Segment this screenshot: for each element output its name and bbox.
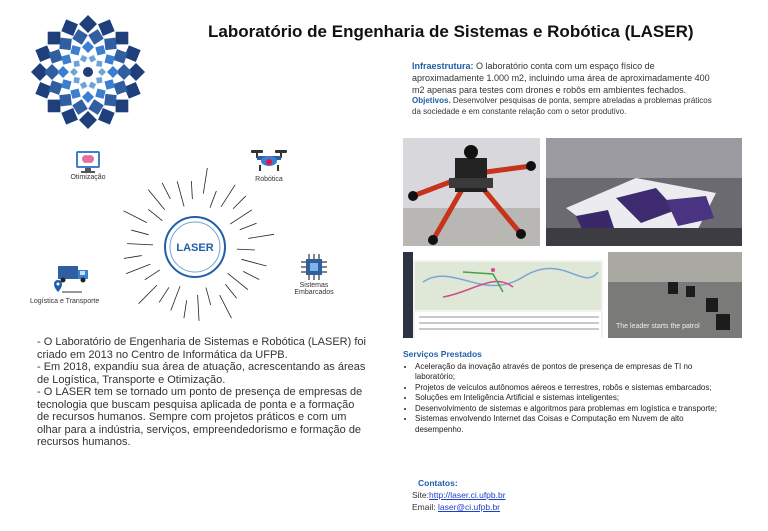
site-label: Site: <box>412 490 430 500</box>
node-otimizacao <box>68 150 108 181</box>
obj-text: Desenvolver pesquisas de ponta, sempre atreladas a problemas práticos da sociedade e em constante relação com o setor produtivo. <box>412 96 712 116</box>
ray-line <box>233 196 246 209</box>
node-label: Sistemas Embarcados <box>294 282 334 296</box>
ray-line <box>225 284 236 298</box>
robots-photo <box>546 138 742 246</box>
node-embarcados <box>284 252 344 296</box>
node-label: Otimização <box>70 174 106 181</box>
logo-petal <box>70 68 78 76</box>
ray-line <box>184 300 187 318</box>
logo-petal <box>87 54 97 64</box>
ray-line <box>237 249 255 250</box>
ray-line <box>148 190 164 210</box>
laser-logo <box>30 14 146 130</box>
ray-line <box>241 259 266 266</box>
ray-line <box>221 185 235 207</box>
node-robotica <box>244 146 294 183</box>
photo-caption: The leader starts the patrol <box>616 323 700 330</box>
logo-petal <box>107 66 119 78</box>
infra-text: O laboratório conta com um espaço físico de aproximadamente 1.000 m2, incluindo uma área de aproximadamente 400 m2 apenas para testes com drones e robôs em ambientes fechados. <box>412 61 710 95</box>
node-label: Logística e Transporte <box>30 298 100 305</box>
intro-paragraph: - Em 2018, expandiu sua área de atuação, acrescentando as áreas de Logística, Transporte e Otimização. <box>37 361 366 386</box>
info-block <box>412 60 712 117</box>
list-item: • Sistemas envolvendo Internet das Coisas e Computação em Nuvem de alto desempenho. <box>415 414 723 435</box>
ray-line <box>162 183 170 199</box>
email-link[interactable]: laser@ci.ufpb.br <box>438 502 501 512</box>
ray-line <box>139 285 157 303</box>
truck-icon <box>48 262 94 298</box>
list-item: • Projetos de veículos autônomos aéreos e terrestres, robôs e sistemas embarcados; <box>415 383 723 394</box>
ray-line <box>203 168 207 194</box>
ray-line <box>240 223 257 229</box>
ray-line <box>230 210 252 224</box>
ray-line <box>177 181 184 206</box>
ray-line <box>124 211 147 223</box>
logo-petal <box>79 111 97 129</box>
page-title: Laboratório de Engenharia de Sistemas e Robótica (LASER) <box>208 22 694 41</box>
patrol-robots-photo <box>608 252 742 338</box>
logo-petal <box>57 66 69 78</box>
ray-line <box>159 287 169 302</box>
logo-petal <box>98 68 106 76</box>
ray-line <box>198 295 199 321</box>
logo-petal <box>82 91 94 103</box>
ray-line <box>220 295 232 318</box>
logo-petal <box>82 41 94 53</box>
list-item: • Aceleração da inovação através de pontos de presença de empresas de TI no laboratório; <box>415 362 723 383</box>
logo-center <box>83 67 93 77</box>
email-label: Email: <box>412 502 436 512</box>
brain-monitor-icon <box>75 150 101 174</box>
ray-line <box>148 209 162 220</box>
logo-petal <box>79 80 89 90</box>
drone-photo <box>403 138 540 246</box>
intro-paragraph: - O LASER tem se tornado um ponto de presença de empresas de tecnologia que buscam pesquisa aplicada de ponta e a formação de recursos humanos. Sempre com projetos práticos e com um olhar para a indústria, serviços, empreendedorismo e formação de recursos humanos. <box>37 386 363 448</box>
ray-line <box>127 244 153 245</box>
list-item: • Desenvolvimento de sistemas e algoritmos para problemas em logística e transporte; <box>415 404 723 415</box>
logo-petal <box>79 54 89 64</box>
intro-paragraph: - O Laboratório de Engenharia de Sistemas e Robótica (LASER) foi criado em 2013 no Centro de Informática da UFPB. <box>37 336 366 361</box>
ray-line <box>171 286 180 310</box>
hub-label: LASER <box>176 242 214 254</box>
areas-diagram <box>30 140 370 330</box>
ray-line <box>243 271 259 279</box>
intro-text <box>37 336 367 449</box>
infra-label: Infraestrutura: <box>412 61 474 71</box>
node-label: Robótica <box>255 176 283 183</box>
ray-line <box>248 234 274 238</box>
node-logistica <box>30 262 114 305</box>
contacts-heading: Contatos: <box>418 478 458 488</box>
ray-line <box>131 230 148 235</box>
services-list <box>403 362 723 436</box>
list-item: • Soluções em Inteligência Artificial e sistemas inteligentes; <box>415 393 723 404</box>
map-dashboard-screenshot <box>403 252 603 338</box>
ray-line <box>124 256 142 259</box>
services-section <box>403 349 723 435</box>
ray-line <box>191 181 192 199</box>
logo-petal <box>79 15 97 33</box>
obj-label: Objetivos. <box>412 96 451 105</box>
ray-line <box>210 191 216 208</box>
contacts-section <box>412 477 506 513</box>
ray-line <box>126 264 150 273</box>
ray-line <box>206 288 211 305</box>
drone-icon <box>249 146 289 176</box>
chip-icon <box>299 252 329 282</box>
site-link[interactable]: http://laser.ci.ufpb.br <box>429 490 506 500</box>
logo-petal <box>87 80 97 90</box>
ray-line <box>145 270 160 280</box>
services-heading: Serviços Prestados <box>403 349 482 359</box>
ray-line <box>228 273 248 289</box>
